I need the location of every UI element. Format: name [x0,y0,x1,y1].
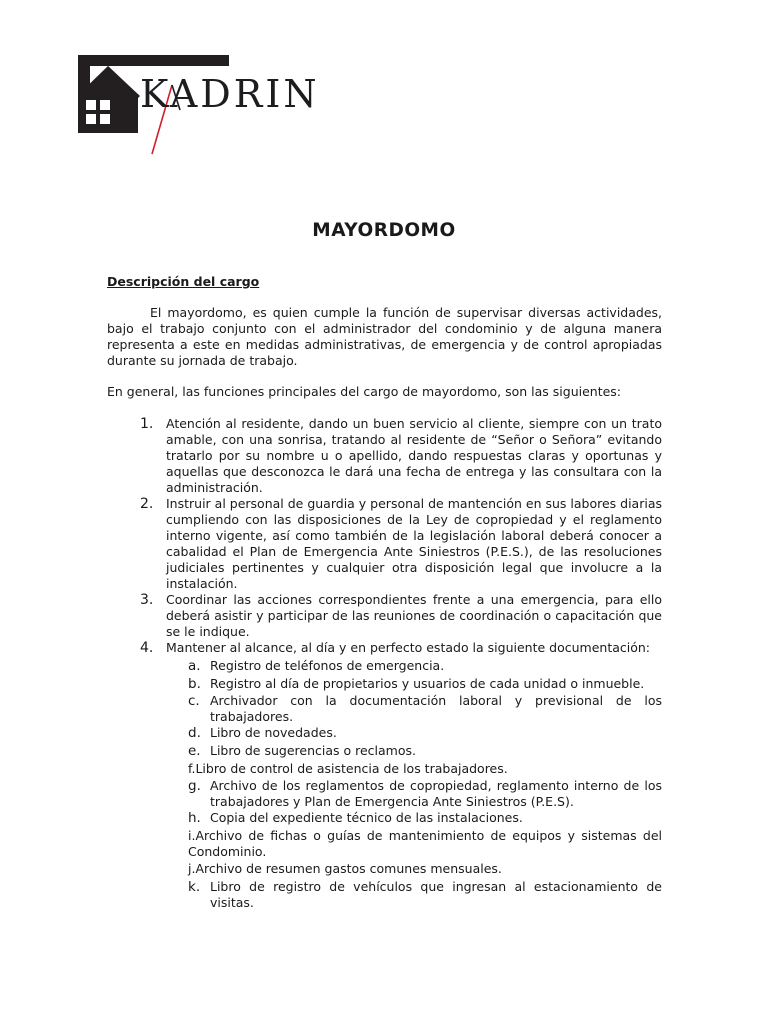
sublist-text: Registro de teléfonos de emergencia. [210,658,445,673]
list-item-text: Coordinar las acciones correspondientes frente a una emergencia, para ello deberá asistir y participar de las reuniones de coordinación o capacitación que se le indique. [166,592,662,639]
sublist-item [188,761,662,777]
sublist-text: Libro de novedades. [210,725,337,740]
sublist-text: Archivo de resumen gastos comunes mensuales. [195,861,502,876]
list-item [140,496,662,592]
sublist-text: Libro de registro de vehículos que ingresan al estacionamiento de visitas. [210,879,662,910]
sublist-text: Libro de control de asistencia de los trabajadores. [195,761,508,776]
sublist-text: Archivo de fichas o guías de mantenimiento de equipos y sistemas del Condominio. [188,828,662,859]
list-item-text: Atención al residente, dando un buen servicio al cliente, siempre con un trato amable, con una sonrisa, tratando al residente de “Señor o Señora” evitando tratarlo por su nombre u o apellido, dando respuestas claras y oportunas y aquellas que desconozca le dará una fecha de entrega y las consultara con la administración. [166,416,662,495]
list-number: 2. [140,496,154,512]
sublist-text: Libro de sugerencias o reclamos. [210,743,416,758]
sublist-item [188,828,662,860]
sublist-letter: h. [188,810,201,826]
sublist-letter: g. [188,778,201,794]
sublist-letter: i. [188,828,196,843]
sublist-text: Archivador con la documentación laboral y previsional de los trabajadores. [210,693,662,724]
logo-wordmark: KADRIN [140,72,320,116]
sublist-item [188,879,662,911]
list-number: 1. [140,416,154,432]
sublist-item [188,810,662,826]
section-heading: Descripción del cargo [107,274,260,289]
list-number: 3. [140,592,154,608]
intro-paragraph: El mayordomo, es quien cumple la función de supervisar diversas actividades, bajo el trabajo conjunto con el administrador del condominio y de alguna manera representa a este en medidas administrativas, de emergencia y de control apropiadas durante su jornada de trabajo. [107,305,662,368]
sublist-text: Copia del expediente técnico de las instalaciones. [210,810,523,825]
sublist-letter: a. [188,658,201,674]
sublist-item [188,693,662,725]
list-item [140,640,662,656]
sublist-item [188,725,662,741]
sublist-item [188,676,662,692]
sublist-text: Archivo de los reglamentos de copropiedad, reglamento interno de los trabajadores y Plan de Emergencia Ante Siniestros (P.E.S). [210,778,662,809]
sublist-letter: f. [188,761,196,776]
sublist-item [188,861,662,877]
sublist-letter: j. [188,861,196,876]
sublist-item [188,743,662,759]
sublist-text: Registro al día de propietarios y usuarios de cada unidad o inmueble. [210,676,645,691]
sublist-letter: e. [188,743,201,759]
sublist-letter: d. [188,725,201,741]
sublist-letter: c. [188,693,200,709]
functions-intro: En general, las funciones principales del cargo de mayordomo, son las siguientes: [107,384,622,399]
sublist-item [188,658,662,674]
sublist-letter: b. [188,676,201,692]
sublist-letter: k. [188,879,201,895]
list-number: 4. [140,640,154,656]
list-item-text: Mantener al alcance, al día y en perfecto estado la siguiente documentación: [166,640,651,655]
list-item-text: Instruir al personal de guardia y personal de mantención en sus labores diarias cumpliendo con las disposiciones de la Ley de copropiedad y el reglamento interno vigente, así como también de la legislación laboral deberá conocer a cabalidad el Plan de Emergencia Ante Siniestros (P.E.S.), de las resoluciones judiciales pertinentes y cualquier otra disposición legal que involucre a la instalación. [166,496,663,591]
list-item [140,416,662,496]
list-item [140,592,662,640]
page-title: MAYORDOMO [312,220,456,241]
sublist-item [188,778,662,810]
